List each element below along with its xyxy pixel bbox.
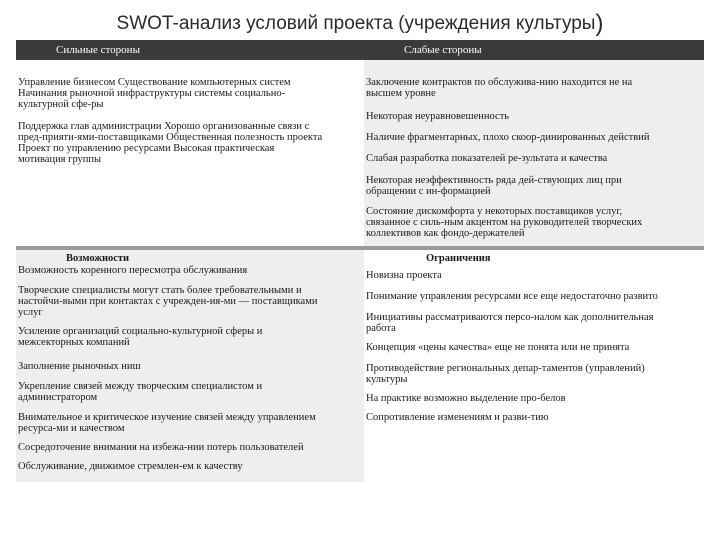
weakness-line: обращении с ин-формацией [366,186,491,197]
weaknesses-header-label: Слабые стороны [404,44,482,56]
threat-line: Противодействие региональных депар-таментов (управлений) [366,363,645,374]
strength-line: мотивация группы [18,154,102,165]
threat-line: культуры [366,374,408,385]
strength-line: пред-прияти-ями-поставщиками Общественная полезность проекта [18,132,323,143]
threat-line: Инициативы рассматриваются персо-налом как дополнительная [366,312,654,323]
weakness-line: Состояние дискомфорта у некоторых поставщиков услуг, [366,206,623,217]
weakness-line: Слабая разработка показателей ре-зультата и качества [366,153,608,164]
opportunity-line: настойчи-выми при контактах с учрежден-ия-ми — поставщиками [18,296,318,307]
strength-line: Поддержка глав администрации Хорошо организованные связи с [18,121,310,132]
opportunity-line: Усиление организаций социально-культурной сферы и [18,326,263,337]
weakness-line: Наличие фрагментарных, плохо скоор-динированных действий [366,132,650,143]
title-text: SWOT-анализ условий проекта (учреждения культуры [116,13,596,34]
strength-line: культурной сфе-ры [18,99,104,110]
opportunity-line: услуг [18,307,43,318]
opportunity-line: Внимательное и критическое изучение связей между управлением [18,412,316,423]
opportunity-line: ресурса-ми и качеством [18,423,125,434]
threat-line: На практике возможно выделение про-белов [366,393,566,404]
threat-line: Сопротивление изменениям и разви-тию [366,412,549,423]
strength-line: Проект по управлению ресурсами Высокая практическая [18,143,275,154]
opportunities-heading: Возможности [66,253,130,264]
strengths-header [16,40,364,60]
weakness-line: высшем уровне [366,88,436,99]
threats-heading: Ограничения [426,253,491,264]
threat-line: Концепция «цены качества» еще не понята или не принята [366,342,630,353]
weakness-line: связанное с силь-ным акцентом на руководителей творческих [366,217,643,228]
strengths-header-label: Сильные стороны [56,44,140,56]
weakness-line: Заключение контрактов по обслужива-нию находится не на [366,77,633,88]
opportunity-line: Возможность коренного пересмотра обслуживания [18,265,248,276]
opportunity-line: Заполнение рыночных ниш [18,361,141,372]
opportunity-line: Укрепление связей между творческим специалистом и [18,381,263,392]
opportunity-line: администратором [18,392,98,403]
threat-line: работа [366,323,396,334]
strength-line: Управление бизнесом Существование компьютерных систем [18,77,291,88]
threat-line: Новизна проекта [366,270,442,281]
weakness-line: коллективов как фондо-держателей [366,228,525,239]
threat-line: Понимание управления ресурсами все еще недостаточно развито [366,291,658,302]
opportunity-line: Сосредоточение внимания на избежа-нии потерь пользователей [18,442,304,453]
weakness-line: Некоторая неуравновешенность [366,111,510,122]
weakness-line: Некоторая неэффективность ряда дей-ствующих лиц при [366,175,622,186]
title-paren: ) [595,10,604,37]
opportunity-line: Обслуживание, движимое стремлен-ем к качеству [18,461,243,472]
opportunity-line: Творческие специалисты могут стать более требовательными и [18,285,302,296]
strength-line: Начинания рыночной инфраструктуры системы социально- [18,88,286,99]
page-title [0,10,720,38]
opportunity-line: межсекторных компаний [18,337,130,348]
weaknesses-header [364,40,704,60]
